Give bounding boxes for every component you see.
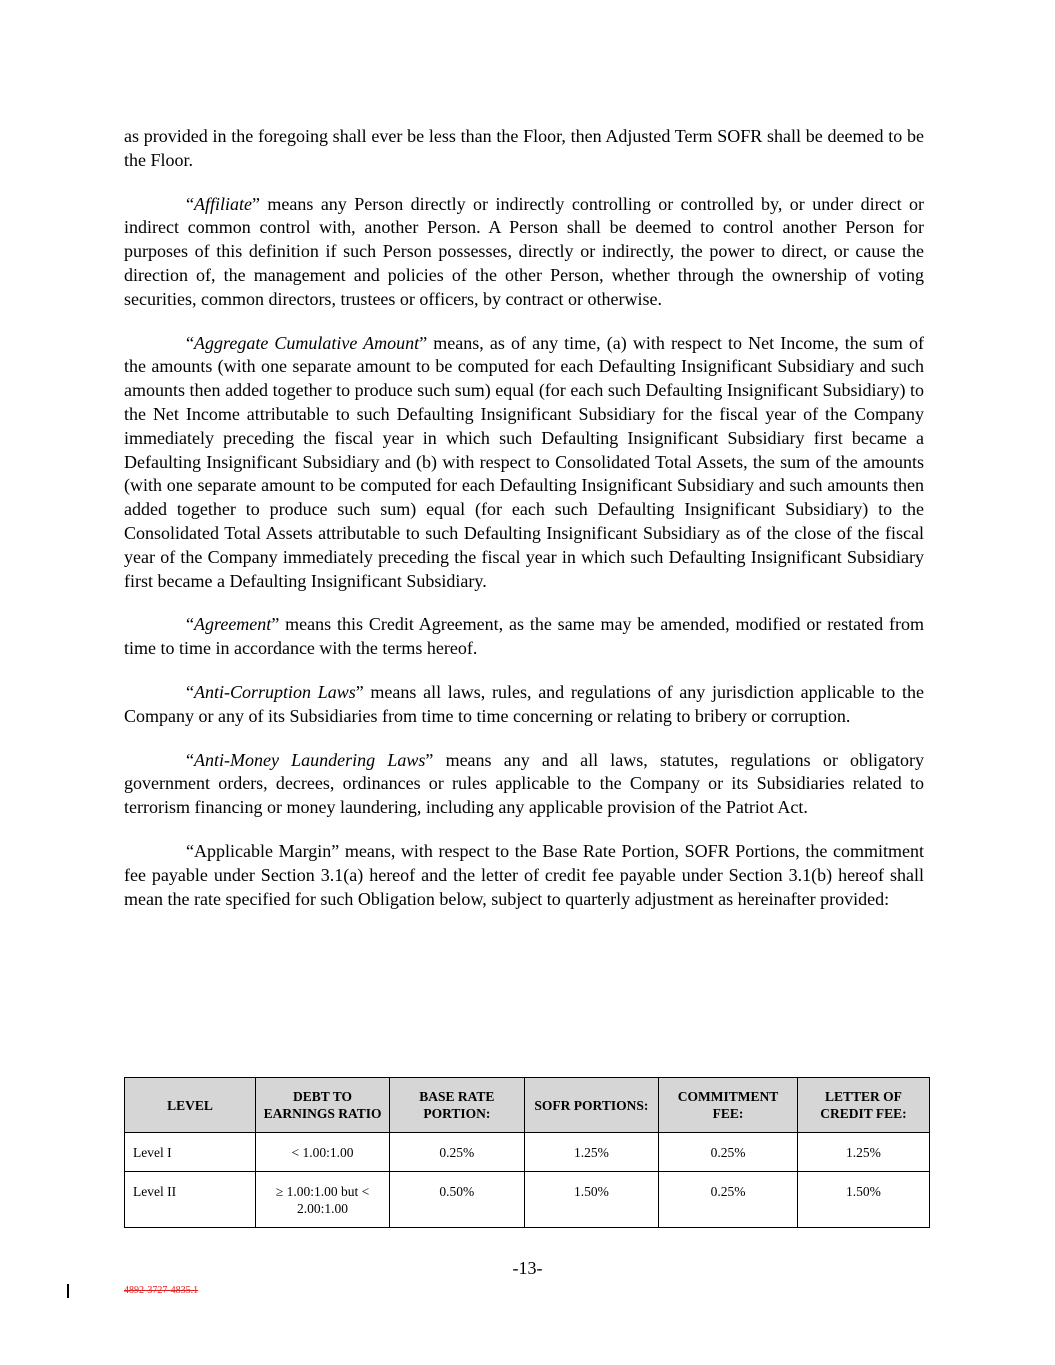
defined-term: Anti-Money Laundering Laws [194,749,426,770]
defined-term: Agreement [194,614,272,635]
table-row [125,1133,930,1172]
definition-agreement: “Agreement” means this Credit Agreement, as the same may be amended, modified or restated from time to time in accordance with the terms hereof. [124,614,924,659]
header-level: LEVEL [125,1078,256,1133]
cell-ratio: ≥ 1.00:1.00 but < 2.00:1.00 [255,1172,389,1228]
definition-affiliate: “Affiliate” means any Person directly or indirectly controlling or controlled by, or under direct or indirect common control with, another Person. A Person shall be deemed to control another Person for purposes of this definition if such Person possesses, directly or indirectly, the power to direct, or cause the direction of, the management and policies of the other Person, whether through the ownership of voting securities, common directors, trustees or officers, by contract or otherwise. [124,193,924,309]
cell-letter-of-credit-fee: 1.25% [797,1133,929,1172]
table-row [125,1172,930,1228]
cell-ratio: < 1.00:1.00 [255,1133,389,1172]
document-body [124,125,924,931]
header-debt-to-earnings-ratio: DEBT TO EARNINGS RATIO [255,1078,389,1133]
page-number: -13- [512,1258,543,1278]
cell-letter-of-credit-fee: 1.50% [797,1172,929,1228]
definition-anti-corruption-laws: “Anti-Corruption Laws” means all laws, rules, and regulations of any jurisdiction applicable to the Company or any of its Subsidiaries from time to time concerning or relating to bribery or corruption. [124,681,924,726]
paragraph-floor-continuation: as provided in the foregoing shall ever be less than the Floor, then Adjusted Term SOFR shall be deemed to be the Floor. [124,126,924,170]
defined-term: Aggregate Cumulative Amount [194,332,420,353]
header-sofr-portions: SOFR PORTIONS: [524,1078,659,1133]
revision-change-bar [67,1284,69,1298]
applicable-margin-table [124,1077,930,1228]
header-base-rate-portion: BASE RATE PORTION: [390,1078,525,1133]
defined-term: Anti-Corruption Laws [194,681,356,702]
definition-aggregate-cumulative-amount: “Aggregate Cumulative Amount” means, as of any time, (a) with respect to Net Income, the sum of the amounts (with one separate amount to be computed for each Defaulting Insignificant Subsidiary and such amounts then added together to produce such sum) equal (for each such Defaulting Insignificant Subsidiary) to the Net Income attributable to such Defaulting Insignificant Subsidiary for the fiscal year of the Company immediately preceding the fiscal year in which such Defaulting Insignificant Subsidiary first became a Defaulting Insignificant Subsidiary and (b) with respect to Consolidated Total Assets, the sum of the amounts (with one separate amount to be computed for each Defaulting Insignificant Subsidiary and such amounts then added together to produce such sum) equal (for each such Defaulting Insignificant Subsidiary) to the Consolidated Total Assets attributable to such Defaulting Insignificant Subsidiary as of the close of the fiscal year of the Company immediately preceding the fiscal year in which such Defaulting Insignificant Subsidiary first became a Defaulting Insignificant Subsidiary. [124,332,925,591]
cell-commitment-fee: 0.25% [659,1133,798,1172]
cell-base-rate: 0.25% [390,1133,525,1172]
cell-base-rate: 0.50% [390,1172,525,1228]
table-header-row [125,1078,930,1133]
cell-sofr: 1.25% [524,1133,659,1172]
document-id: 4892-3727-4835.1 [124,1285,199,1296]
cell-commitment-fee: 0.25% [659,1172,798,1228]
definition-anti-money-laundering-laws: “Anti-Money Laundering Laws” means any and all laws, statutes, regulations or obligatory government orders, decrees, ordinances or rules applicable to the Company or its Subsidiaries related to terrorism financing or money laundering, including any applicable provision of the Patriot Act. [124,749,924,818]
cell-level: Level II [125,1172,256,1228]
cell-sofr: 1.50% [524,1172,659,1228]
definition-applicable-margin: “Applicable Margin” means, with respect to the Base Rate Portion, SOFR Portions, the commitment fee payable under Section 3.1(a) hereof and the letter of credit fee payable under Section 3.1(b) hereof shall mean the rate specified for such Obligation below, subject to quarterly adjustment as hereinafter provided: [124,840,924,909]
header-letter-of-credit-fee: LETTER OF CREDIT FEE: [797,1078,929,1133]
header-commitment-fee: COMMITMENT FEE: [659,1078,798,1133]
cell-level: Level I [125,1133,256,1172]
defined-term: Affiliate [194,193,252,214]
